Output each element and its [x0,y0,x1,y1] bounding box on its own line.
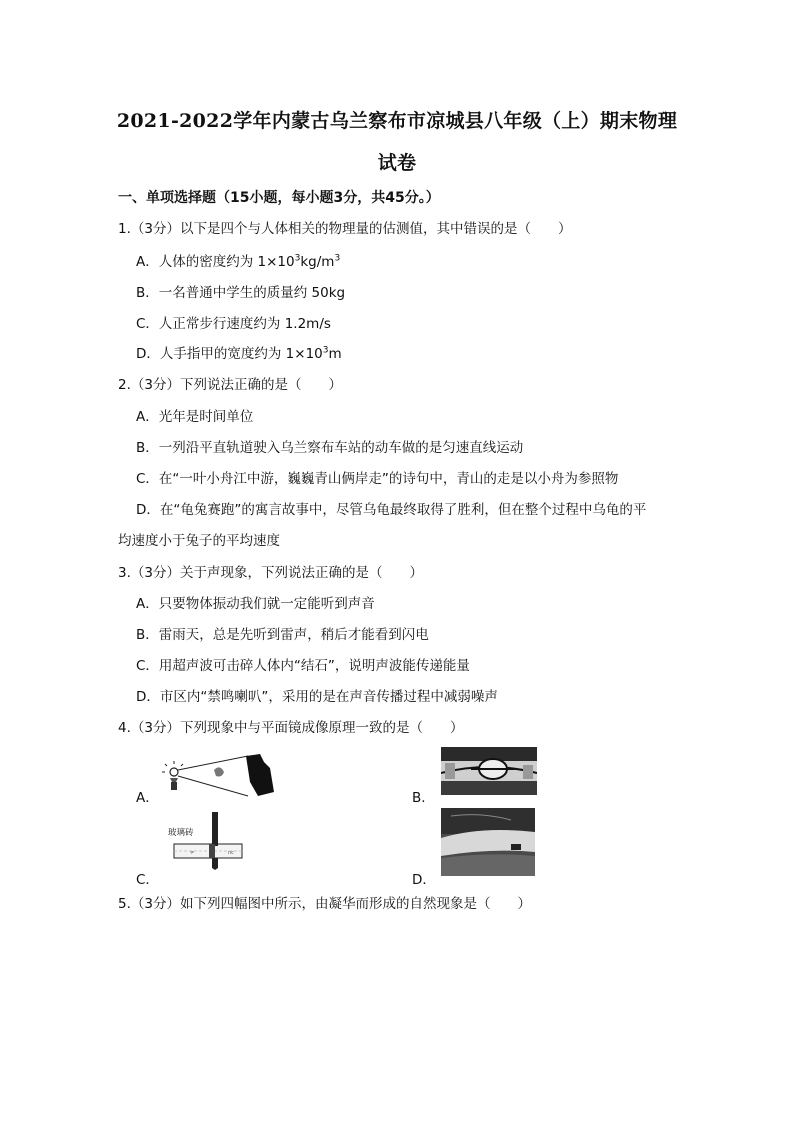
reflection-photo-image [441,747,537,795]
svg-text:nc: nc [228,850,234,856]
question-1-option-c: C．人正常步行速度约为 1.2m/s [136,316,331,332]
question-3-option-d: D．市区内“禁鸣喇叭”，采用的是在声音传播过程中减弱噪声 [136,689,498,705]
question-2-option-d-line2: 均速度小于兔子的平均速度 [118,533,280,549]
question-4-option-c-label: C． [136,872,159,888]
landscape-photo-image [441,808,535,876]
question-2-option-a: A．光年是时间单位 [136,409,254,425]
exam-title-line1: 2021-2022学年内蒙古乌兰察布市凉城县八年级（上）期末物理 [116,110,678,132]
question-3-option-b: B．雷雨天，总是先听到雷声，稍后才能看到闪电 [136,627,429,643]
question-2-option-d-line1: D．在“龟兔赛跑”的寓言故事中，尽管乌龟最终取得了胜利，但在整个过程中乌龟的平 [136,502,647,518]
question-2-stem: 2.（3分）下列说法正确的是（ ） [118,377,342,393]
question-5-stem: 5.（3分）如下列四幅图中所示，由凝华而形成的自然现象是（ ） [118,896,531,912]
question-1-option-b: B．一名普通中学生的质量约 50kg [136,285,346,301]
exam-title-line2: 试卷 [377,152,417,174]
question-2-option-b: B．一列沿平直轨道驶入乌兰察布车站的动车做的是匀速直线运动 [136,440,524,456]
question-3-option-a: A．只要物体振动我们就一定能听到声音 [136,596,375,612]
question-3-stem: 3.（3分）关于声现象，下列说法正确的是（ ） [118,565,423,581]
glass-block-label: 玻璃砖 [168,828,194,838]
svg-text:≠: ≠ [190,850,195,856]
question-4-stem: 4.（3分）下列现象中与平面镜成像原理一致的是（ ） [118,720,464,736]
question-1-option-a: A．人体的密度约为 $1\times 10^3kg/m^3$ [136,253,341,270]
question-4-option-d-label: D． [412,872,436,888]
question-4-option-a-label: A． [136,790,159,806]
section-heading: 一、单项选择题（15小题，每小题3分，共45分。） [118,190,440,206]
question-3-option-c: C．用超声波可击碎人体内“结石”，说明声波能传递能量 [136,658,470,674]
question-1-stem: 1.（3分）以下是四个与人体相关的物理量的估测值，其中错误的是（ ） [118,221,572,237]
shadow-figure-image [160,752,280,804]
question-2-option-c: C．在“一叶小舟江中游，巍巍青山俩岸走”的诗句中，青山的走是以小舟为参照物 [136,471,619,487]
question-1-option-d: D．人手指甲的宽度约为 $1\times 10^3m$ [136,345,342,362]
question-4-option-b-label: B． [412,790,435,806]
glass-block-pencil-image [166,808,246,870]
